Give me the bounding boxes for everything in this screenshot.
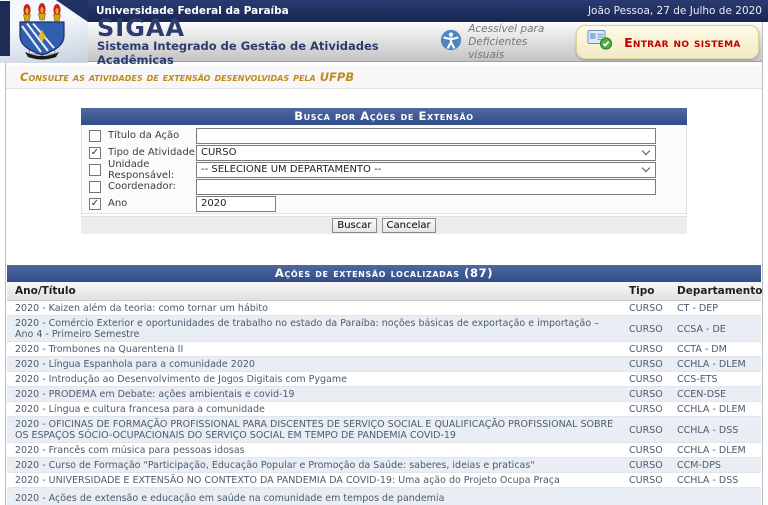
titulo-label: Título da Ação [108, 130, 196, 141]
action-department: CCM-DPS [673, 458, 761, 473]
action-title: 2020 - Trombones na Quarentena II [7, 342, 627, 357]
unidade-label: Unidade Responsável: [108, 159, 196, 181]
coordenador-checkbox[interactable] [89, 181, 101, 193]
action-department: CCHLA - DLEM [673, 357, 761, 372]
action-type: CURSO [627, 417, 673, 443]
action-department: CCHLA - DLEM [673, 443, 761, 458]
action-title: 2020 - Língua e cultura francesa para a comunidade [7, 402, 627, 417]
university-name: Universidade Federal da Paraíba [96, 5, 289, 17]
brand-block [97, 17, 440, 67]
content-frame [5, 22, 763, 505]
action-title: 2020 - Introdução ao Desenvolvimento de Jogos Digitais com Pygame [7, 372, 627, 387]
column-header-department: Departamento [673, 282, 761, 301]
action-type: CURSO [627, 357, 673, 372]
location-date: João Pessoa, 27 de Julho de 2020 [588, 5, 762, 17]
action-title: 2020 - Comércio Exterior e oportunidades de trabalho no estado da Paraíba: noções básicas de exportação e importação – Ano 4 - Primeiro Semestre [7, 316, 627, 342]
accessibility-link[interactable] [440, 23, 560, 62]
coordenador-label: Coordenador: [108, 181, 196, 192]
results-box-title: Ações de extensão localizadas (87) [7, 265, 761, 282]
table-row [7, 402, 761, 417]
table-row [7, 342, 761, 357]
tipo-select[interactable] [196, 145, 656, 161]
action-type: CURSO [627, 342, 673, 357]
unidade-select[interactable] [196, 162, 656, 178]
action-type: CURSO [627, 301, 673, 316]
action-title: 2020 - Língua Espanhola para a comunidade 2020 [7, 357, 627, 372]
action-department: CCEN-DSE [673, 387, 761, 402]
action-title: 2020 - UNIVERSIDADE E EXTENSÃO NO CONTEXTO DA PANDEMIA DA COVID-19: Uma ação do Projeto Ocupa Praça [7, 473, 627, 488]
table-row [7, 458, 761, 473]
action-department: CCHLA - DSS [673, 473, 761, 488]
accessibility-label [468, 23, 560, 62]
table-row [7, 301, 761, 316]
cancel-button[interactable]: Cancelar [382, 218, 436, 233]
login-button-label: Entrar no sistema [624, 35, 741, 50]
select-value: CURSO [201, 147, 236, 158]
accessibility-icon [440, 29, 462, 55]
column-header-type: Tipo [627, 282, 673, 301]
results-header-row [7, 282, 761, 301]
titulo-input[interactable] [196, 128, 656, 144]
unidade-checkbox[interactable] [89, 164, 101, 176]
form-field-row [82, 195, 686, 212]
action-department: CT - DEP [673, 301, 761, 316]
table-row [7, 473, 761, 488]
action-department: CCTA - DM [673, 342, 761, 357]
search-box-title: Busca por Ações de Extensão [81, 108, 687, 125]
table-row [7, 387, 761, 402]
login-button[interactable] [576, 25, 759, 59]
action-title: 2020 - Ações de extensão e educação em saúde na comunidade em tempos de pandemia [7, 488, 627, 505]
app-title: SIGAA [97, 17, 440, 39]
action-department: CCSA - DE [673, 316, 761, 342]
action-title: 2020 - Kaizen além da teoria: como tornar um hábito [7, 301, 627, 316]
table-row [7, 417, 761, 443]
titulo-checkbox[interactable] [89, 130, 101, 142]
results-box [7, 265, 761, 505]
table-row [7, 372, 761, 387]
accessibility-line2: Deficientes visuais [468, 36, 527, 61]
ano-input[interactable] [196, 196, 276, 212]
form-field-row [82, 161, 686, 178]
action-title: 2020 - Francês com música para pessoas idosas [7, 443, 627, 458]
results-table [7, 282, 761, 505]
accessibility-line1: Acessível para [468, 23, 544, 35]
notice-banner: Consulte as atividades de extensão desenvolvidas pela UFPB [6, 66, 762, 89]
action-type [627, 488, 673, 505]
table-row [7, 443, 761, 458]
form-field-row [82, 178, 686, 195]
form-field-row [82, 127, 686, 144]
table-row [7, 316, 761, 342]
table-row [7, 357, 761, 372]
masthead [6, 22, 762, 62]
action-department: CCS-ETS [673, 372, 761, 387]
action-type: CURSO [627, 473, 673, 488]
chevron-down-icon [642, 147, 650, 155]
action-type: CURSO [627, 387, 673, 402]
chevron-down-icon [642, 164, 650, 172]
search-box [81, 108, 687, 234]
column-header-title: Ano/Título [7, 282, 627, 301]
action-type: CURSO [627, 402, 673, 417]
action-title: 2020 - PRODEMA em Debate: ações ambientais e covid-19 [7, 387, 627, 402]
tipo-checkbox[interactable]: ✓ [89, 147, 101, 159]
tipo-label: Tipo de Atividade [108, 147, 196, 158]
search-button[interactable]: Buscar [332, 218, 376, 233]
coordenador-input[interactable] [196, 179, 656, 195]
results-tbody [7, 301, 761, 505]
search-form-footer [81, 216, 687, 234]
action-type: CURSO [627, 316, 673, 342]
ano-label: Ano [108, 198, 196, 209]
action-department [673, 488, 761, 505]
ufpb-crest-icon [6, 1, 78, 62]
action-type: CURSO [627, 458, 673, 473]
table-row [7, 488, 761, 505]
action-type: CURSO [627, 372, 673, 387]
action-department: CCHLA - DLEM [673, 402, 761, 417]
select-value: -- SELECIONE UM DEPARTAMENTO -- [201, 164, 381, 175]
action-type: CURSO [627, 443, 673, 458]
action-title: 2020 - OFICINAS DE FORMAÇÃO PROFISSIONAL PARA DISCENTES DE SERVIÇO SOCIAL E QUALIFICAÇÃO PROFISSIONAL SOBRE OS ESPAÇOS SÓCIO-OCUPACIONAIS DO SERVIÇO SOCIAL EM TEMPO DE PANDEMIA COVID-19 [7, 417, 627, 443]
id-card-check-icon [587, 29, 614, 55]
search-form-fields [81, 125, 687, 214]
app-subtitle: Sistema Integrado de Gestão de Atividades Acadêmicas [97, 39, 440, 67]
ufpb-logo [0, 0, 88, 63]
action-title: 2020 - Curso de Formação "Participação, Educação Popular e Promoção da Saúde: saberes, ideias e praticas" [7, 458, 627, 473]
action-department: CCHLA - DSS [673, 417, 761, 443]
ano-checkbox[interactable]: ✓ [89, 198, 101, 210]
